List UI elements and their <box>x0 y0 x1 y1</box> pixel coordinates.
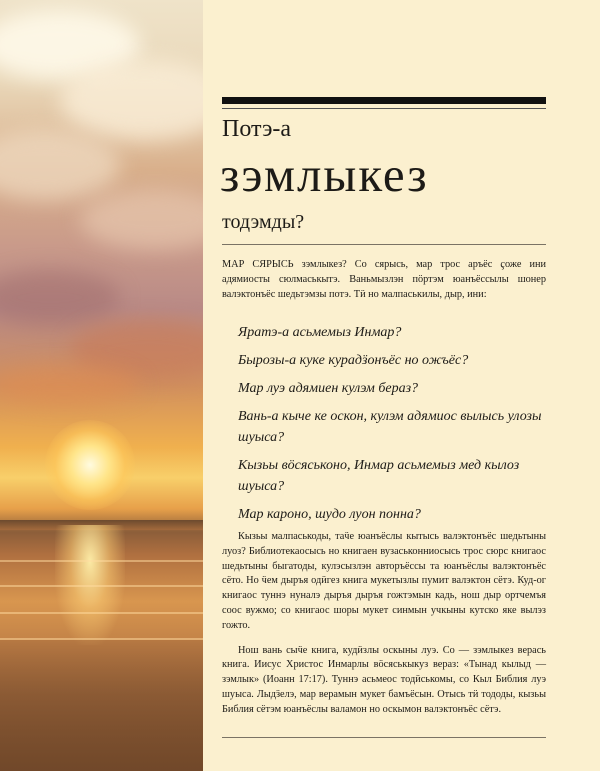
title-line-1: Потэ-а <box>222 116 292 142</box>
beach <box>0 640 203 771</box>
question-item: Вань-а кыче ке оскон, кулэм адямиос вылысь улозы шуыса? <box>238 409 542 445</box>
body-paragraph: Кызьы малпаськоды, таӵе юанъёслы кытысь валэктонъёс шедьтыны луоз? Библиотекаосысь но книгаен вузаськонниосысь трос сюрс книгаос шедьтыны быгатоды, кулэсызлэн авторъёссы та юанъёслы валэктонъёс сёто. Но ӵем дыръя одӥгез книга мукетызлы пумит валэктон сётэ. Куд-ог книгаос туннэ нуналэ дыръя дыръя гожтэмын кадь, нош дыр ортчемъя соос вужмо; со книгаос шоры мукет синмын учкыны кутско яке вылэз гожто. <box>222 531 546 631</box>
sunset-photo <box>0 0 203 771</box>
title-line-3: тодэмды? <box>222 211 305 233</box>
title-line-2: зэмлыкез <box>220 147 429 202</box>
title-divider <box>222 244 546 245</box>
body-paragraph: Нош вань сыӵе книга, кудӥзлы оскыны луэ. Со — зэмлыкез верась книга. Иисус Христос Инмарлы вӧсяськыкуз вераз: «Тынад кылыд — зэмлык» (Иоанн 17:17). Туннэ асьмеос тодӥськомы, со Кыл Библия луэ шуыса. Лыдӟелэ, мар верамын мукет бамъёсын. Отысь тӥ тододы, кызьы Библия сётэм юанъёслы валамон но оскымон валэктонъёс сётэ. <box>222 644 546 715</box>
top-rule-thick <box>222 97 546 104</box>
question-item: Мар кароно, шудо луон понна? <box>238 507 421 522</box>
question-item: Бырозы-а куке курадӟонъёс но ожъёс? <box>238 353 469 368</box>
bottom-rule <box>222 737 546 738</box>
question-list <box>238 322 548 532</box>
question-item: Мар луэ адямиен кулэм бераз? <box>238 381 419 396</box>
question-item: Яратэ-а асьмемыз Инмар? <box>238 325 402 340</box>
sun <box>45 420 135 510</box>
top-rule-thin <box>222 108 546 109</box>
question-item: Кызьы вӧсяськоно, Инмар асьмемыз мед кылоз шуыса? <box>238 458 520 494</box>
intro-paragraph: МАР СЯРЫСЬ зэмлыкез? Со сярысь, мар трос аръёс ҫоже ини адямиосты сюлмаськытэ. Ваньмызлэн пӧртэм юанъёссылы шонер валэктонъёс шедьтэмзы потэ. Тӥ но малпаськилы, дыр, ини: <box>222 259 546 300</box>
body-text <box>222 530 546 728</box>
